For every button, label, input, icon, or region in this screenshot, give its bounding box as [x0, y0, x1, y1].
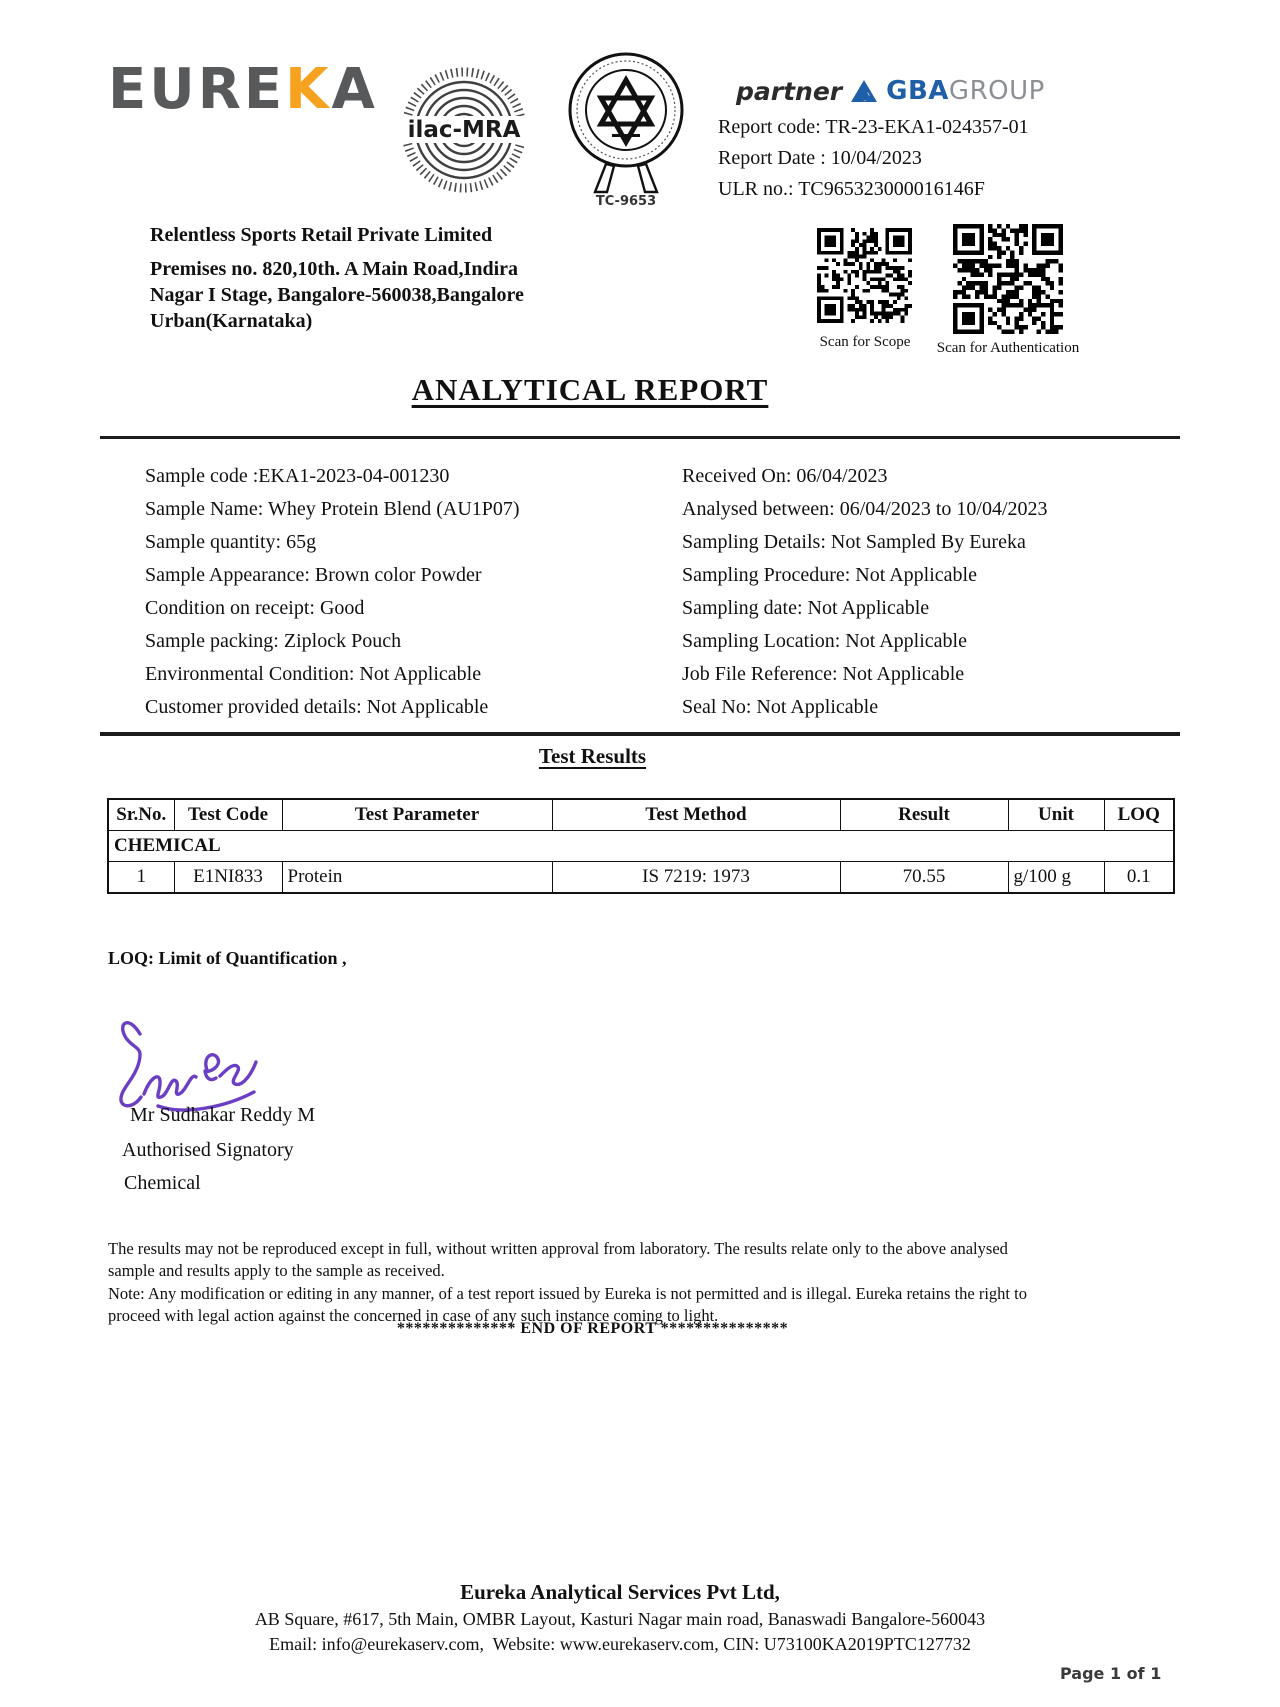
footer-address: AB Square, #617, 5th Main, OMBR Layout, Kasturi Nagar main road, Banaswadi Bangalore-560043 — [254, 1609, 986, 1629]
sample-details-right — [682, 460, 1202, 724]
detail-row: Sample Name: Whey Protein Blend (AU1P07) — [145, 498, 520, 520]
detail-row: Sample packing: Ziplock Pouch — [145, 630, 402, 652]
gba-partner-logo — [736, 76, 1045, 106]
customer-address: Premises no. 820,10th. A Main Road,Indira Nagar I Stage, Bangalore-560038,Bangalore Urban(Karnataka) — [150, 258, 524, 332]
disclaimer-note: Note: Any modification or editing in any manner, of a test report issued by Eureka is not permitted and is illegal. Eureka retains the right to proceed with legal action against the concerned in case of any such instance coming to light. — [108, 1284, 1027, 1326]
col-srno: Sr.No. — [108, 799, 174, 831]
col-unit: Unit — [1008, 799, 1104, 831]
loq-note: LOQ: Limit of Quantification , — [108, 948, 347, 968]
detail-row: Sample quantity: 65g — [145, 531, 317, 553]
cell-unit: g/100 g — [1008, 862, 1104, 894]
report-code: Report code: TR-23-EKA1-024357-01 — [718, 116, 1029, 138]
eureka-logo-gray1: EURE — [108, 57, 286, 122]
end-of-report: ************** END OF REPORT *************** — [396, 1320, 789, 1337]
col-result: Result — [840, 799, 1008, 831]
detail-row: Analysed between: 06/04/2023 to 10/04/2023 — [682, 498, 1048, 520]
customer-name: Relentless Sports Retail Private Limited — [150, 224, 493, 246]
detail-row: Job File Reference: Not Applicable — [682, 663, 965, 685]
detail-row: Sampling date: Not Applicable — [682, 597, 930, 619]
col-test-code: Test Code — [174, 799, 282, 831]
divider-results — [100, 732, 1180, 736]
ulr-number: ULR no.: TC965323000016146F — [718, 178, 985, 200]
gba-triangle-icon — [850, 79, 878, 104]
page-number: Page 1 of 1 — [1060, 1664, 1162, 1683]
footer-company-name: Eureka Analytical Services Pvt Ltd, — [460, 1580, 780, 1604]
eureka-logo-orange-k: K — [285, 57, 332, 122]
detail-row: Environmental Condition: Not Applicable — [145, 663, 482, 685]
table-row — [108, 862, 1174, 894]
eureka-logo — [108, 57, 378, 122]
sample-details-left — [145, 460, 665, 724]
cell-test-method: IS 7219: 1973 — [552, 862, 840, 894]
detail-row: Sample code :EKA1-2023-04-001230 — [145, 465, 450, 487]
disclaimer-results: The results may not be reproduced except in full, without written approval from laboratory. The results relate only to the above analysed sample and results apply to the sample as received. — [108, 1239, 1008, 1281]
detail-row: Sample Appearance: Brown color Powder — [145, 564, 482, 586]
gba-text: GBA — [886, 76, 949, 106]
detail-row: Seal No: Not Applicable — [682, 696, 879, 718]
qr-auth-label: Scan for Authentication — [936, 340, 1080, 356]
cell-test-code: E1NI833 — [174, 862, 282, 894]
report-date: Report Date : 10/04/2023 — [718, 147, 922, 169]
divider-top — [100, 436, 1180, 439]
signatory-role: Authorised Signatory — [122, 1139, 294, 1161]
table-header-row — [108, 799, 1174, 831]
qr-code-authentication — [953, 224, 1063, 334]
svg-text:ilac-MRA: ilac-MRA — [407, 117, 521, 143]
ilac-mra-seal-icon — [398, 62, 530, 202]
detail-row: Received On: 06/04/2023 — [682, 465, 888, 487]
page-title: ANALYTICAL REPORT — [411, 372, 769, 407]
col-loq: LOQ — [1104, 799, 1174, 831]
detail-row: Sampling Location: Not Applicable — [682, 630, 967, 652]
col-test-parameter: Test Parameter — [282, 799, 552, 831]
footer-contact: Email: info@eurekaserv.com, Website: www.eurekaserv.com, CIN: U73100KA2019PTC127732 — [269, 1634, 971, 1654]
detail-row: Sampling Procedure: Not Applicable — [682, 564, 977, 586]
signatory-name: Mr Sudhakar Reddy M — [130, 1104, 315, 1126]
group-chemical: CHEMICAL — [108, 831, 1174, 862]
nabl-seal-caption: TC-9653 — [595, 194, 657, 209]
detail-row: Condition on receipt: Good — [145, 597, 365, 619]
partner-word: partner — [736, 76, 843, 106]
cell-test-parameter: Protein — [282, 862, 552, 894]
qr-scope-label: Scan for Scope — [819, 334, 911, 350]
detail-row: Customer provided details: Not Applicable — [145, 696, 489, 718]
test-results-table — [107, 798, 1175, 894]
nabl-accreditation-seal-icon — [562, 50, 690, 196]
group-text: GROUP — [948, 76, 1045, 106]
cell-srno: 1 — [108, 862, 174, 894]
signatory-department: Chemical — [124, 1172, 201, 1194]
cell-result: 70.55 — [840, 862, 1008, 894]
qr-code-scope — [817, 228, 912, 323]
eureka-logo-gray2: A — [331, 57, 378, 122]
cell-loq: 0.1 — [1104, 862, 1174, 894]
table-group-row — [108, 831, 1174, 862]
detail-row: Sampling Details: Not Sampled By Eureka — [682, 531, 1026, 553]
test-results-heading: Test Results — [538, 744, 647, 768]
col-test-method: Test Method — [552, 799, 840, 831]
